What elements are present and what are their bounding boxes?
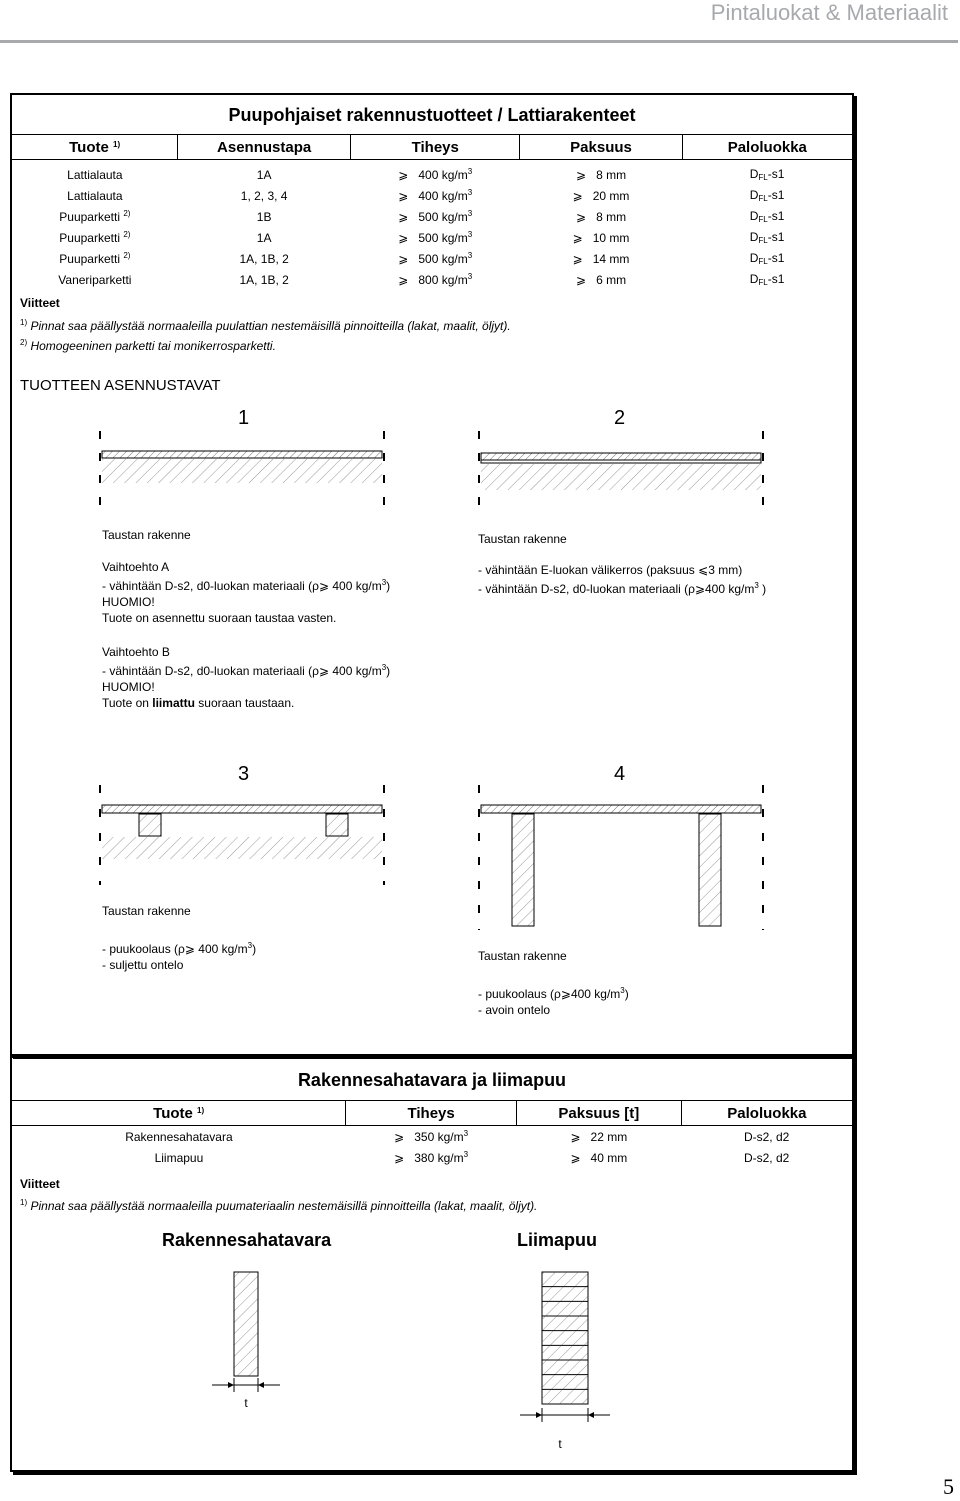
method-1-a-note: Tuote on asennettu suoraan taustaa vasten. — [102, 611, 337, 625]
method-1-text — [102, 559, 390, 711]
table-row — [12, 1126, 852, 1148]
section-wood-floors — [10, 93, 854, 1056]
figure-left-title: Rakennesahatavara — [162, 1230, 332, 1250]
cell-fire: $D_{FL}-s1$ — [749, 251, 785, 266]
cell-product: Rakennesahatavara — [12, 1126, 346, 1148]
cell-thickness: ⩾ 40 mm — [570, 1150, 628, 1165]
method-4-diagram — [476, 785, 766, 930]
glulam-lamination — [542, 1287, 588, 1302]
cell-product: Liimapuu — [154, 1150, 204, 1165]
t-label-left: t — [244, 1396, 248, 1410]
cell-thickness: ⩾ 6 mm — [575, 272, 627, 287]
col-tuote-2: Tuote $^{1)}$ — [12, 1101, 346, 1126]
cell-density: ⩾ 350 $kg/m^3$ — [346, 1126, 517, 1148]
method-2-line-1: - vähintään E-luokan välikerros (paksuus ⩽3 mm) — [478, 563, 743, 577]
section2-title: Rakennesahatavara ja liimapuu — [297, 1070, 567, 1090]
section-timber — [10, 1056, 854, 1472]
method-1-number: 1 — [238, 407, 250, 429]
section1-title: Puupohjaiset rakennustuotteet / Lattiarakenteet — [228, 105, 636, 125]
glulam-lamination — [542, 1375, 588, 1390]
timber-table — [12, 1100, 852, 1168]
cell-thickness: ⩾ 8 mm — [575, 209, 627, 224]
method-3-number: 3 — [238, 763, 250, 785]
cell-density: ⩾ 500 $kg/m^3$ — [398, 209, 473, 224]
cell-method: 1A — [256, 230, 272, 245]
cell-method: 1A — [256, 167, 272, 182]
table-row — [12, 185, 852, 206]
col-tuote: Tuote $^{1)}$ — [12, 135, 178, 160]
col-asennustapa: Asennustapa — [178, 135, 351, 160]
col-paloluokka: Paloluokka — [682, 135, 852, 160]
cell-density: ⩾ 500 $kg/m^3$ — [398, 251, 473, 266]
floor-table — [12, 134, 852, 290]
glulam-lamination — [542, 1316, 588, 1331]
col-paksuus: Paksuus — [520, 135, 682, 160]
method-1-a-huomio: HUOMIO! — [102, 595, 155, 609]
cell-product: Lattialauta — [67, 189, 123, 203]
method-1-option-a: Vaihtoehto A — [102, 560, 170, 574]
table-row — [12, 227, 852, 248]
method-1-b-huomio: HUOMIO! — [102, 680, 155, 694]
col-paksuus-2: Paksuus [t] — [516, 1101, 681, 1126]
method-1-a-line: - vähintään D-s2, d0-luokan materiaali (ρ⩾ 400 $kg/m^3$) — [102, 578, 391, 593]
table-row — [12, 248, 852, 269]
method-3-heading: Taustan rakenne — [102, 904, 191, 918]
cell-fire: $D_{FL}-s1$ — [749, 188, 785, 203]
method-1-heading: Taustan rakenne — [102, 528, 191, 542]
header-rule — [0, 40, 958, 43]
page-number: 5 — [943, 1474, 954, 1499]
header-title: Pintaluokat & Materiaalit — [710, 0, 948, 25]
col-paloluokka-2: Paloluokka — [681, 1101, 852, 1126]
cell-method: 1A, 1B, 2 — [239, 272, 289, 287]
cell-density: ⩾ 800 $kg/m^3$ — [398, 272, 473, 287]
glulam-cross-section — [512, 1270, 632, 1460]
cell-thickness: ⩾ 20 mm — [572, 188, 630, 203]
glulam-lamination — [542, 1389, 588, 1404]
cell-density: ⩾ 400 $kg/m^3$ — [398, 188, 473, 203]
method-4-line-2: - avoin ontelo — [478, 1003, 551, 1017]
glulam-lamination — [542, 1272, 588, 1287]
glulam-lamination — [542, 1331, 588, 1346]
cell-thickness: ⩾ 14 mm — [572, 251, 630, 266]
note-2: $^{2)}$ Homogeeninen parketti tai monikerrosparketti. — [20, 338, 276, 353]
method-4-text — [478, 983, 629, 1018]
t-label-right: t — [558, 1437, 562, 1451]
install-title: TUOTTEEN ASENNUSTAVAT — [20, 377, 221, 394]
method-4-line-1: - puukoolaus (ρ⩾400 $kg/m^3$) — [478, 986, 629, 1001]
col-tiheys-2: Tiheys — [346, 1101, 517, 1126]
glulam-lamination — [542, 1360, 588, 1375]
cell-fire: $D_{FL}-s1$ — [749, 272, 785, 287]
method-2-diagram — [476, 431, 766, 511]
notes-label: Viitteet — [20, 296, 60, 310]
col-tiheys: Tiheys — [351, 135, 520, 160]
method-3-line-1: - puukoolaus (ρ⩾ 400 $kg/m^3$) — [102, 941, 257, 956]
method-4-heading: Taustan rakenne — [478, 949, 567, 963]
cell-product: Puuparketti $^{2)}$ — [59, 230, 131, 245]
cell-product: Puuparketti $^{2)}$ — [59, 251, 131, 266]
cell-fire: $D_{FL}-s1$ — [749, 209, 785, 224]
cell-thickness: ⩾ 8 mm — [575, 167, 627, 182]
method-2-heading: Taustan rakenne — [478, 532, 567, 546]
cell-fire: D-s2, d2 — [743, 1150, 790, 1165]
cell-density: ⩾ 380 $kg/m^3$ — [394, 1150, 469, 1165]
method-2-number: 2 — [614, 407, 626, 429]
table-row — [12, 269, 852, 290]
table-row — [12, 1147, 852, 1168]
method-1-diagram — [97, 431, 387, 511]
method-4-number: 4 — [614, 763, 626, 785]
method-1-b-line: - vähintään D-s2, d0-luokan materiaali (ρ⩾ 400 $kg/m^3$) — [102, 663, 391, 678]
method-3-diagram — [97, 785, 387, 885]
cell-product: Lattialauta — [67, 168, 123, 182]
cell-method: 1, 2, 3, 4 — [240, 188, 288, 203]
notes-label-2: Viitteet — [20, 1177, 60, 1191]
cell-method: 1B — [256, 209, 272, 224]
cell-fire: $D_{FL}-s1$ — [749, 230, 785, 245]
method-2-text — [478, 562, 766, 597]
cell-thickness: ⩾ 22 mm — [516, 1126, 681, 1148]
method-2-line-2: - vähintään D-s2, d0-luokan materiaali (ρ⩾400 $kg/m^3$ ) — [478, 581, 767, 596]
glulam-lamination — [542, 1301, 588, 1316]
timber-table-header — [12, 1101, 852, 1126]
method-1-b-note: Tuote on liimattu suoraan taustaan. — [102, 696, 295, 710]
floor-table-header — [12, 135, 852, 160]
cell-product: Vaneriparketti — [58, 273, 132, 287]
cell-product: Puuparketti $^{2)}$ — [59, 209, 131, 224]
cell-fire: $D_{FL}-s1$ — [749, 167, 785, 182]
glulam-lamination — [542, 1345, 588, 1360]
table-row — [12, 160, 852, 186]
cell-thickness: ⩾ 10 mm — [572, 230, 630, 245]
note-1: $^{1)}$ Pinnat saa päällystää normaaleilla puulattian nestemäisillä pinnoitteilla (lakat, maalit, öljyt). — [20, 318, 511, 333]
cell-fire: D-s2, d2 — [681, 1126, 852, 1148]
table-row — [12, 206, 852, 227]
cell-density: ⩾ 500 $kg/m^3$ — [398, 230, 473, 245]
timber-cross-section — [207, 1270, 287, 1420]
figure-right-title: Liimapuu — [517, 1230, 597, 1250]
note-timber-1: $^{1)}$ Pinnat saa päällystää normaaleilla puumateriaalin nestemäisillä pinnoitteilla (lakat, maalit, öljyt). — [20, 1198, 538, 1213]
method-3-line-2: - suljettu ontelo — [102, 958, 184, 972]
cell-density: ⩾ 400 $kg/m^3$ — [398, 167, 473, 182]
cell-method: 1A, 1B, 2 — [239, 251, 289, 266]
method-1-option-b: Vaihtoehto B — [102, 645, 170, 659]
method-3-text — [102, 938, 256, 973]
